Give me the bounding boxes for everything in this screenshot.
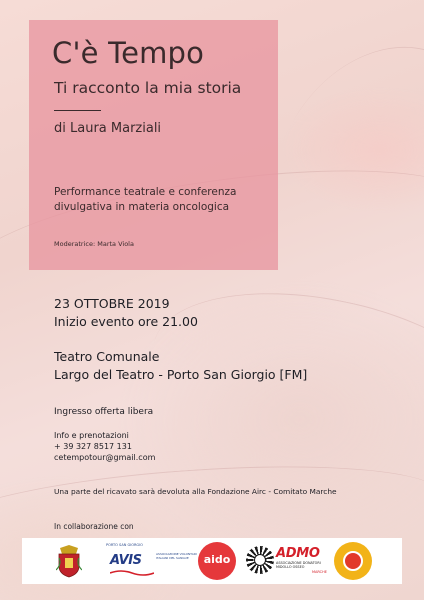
admo-logo (246, 543, 328, 579)
admo-ring-icon (246, 546, 274, 574)
sponsor-logo-strip (22, 538, 402, 584)
aido-logo (198, 542, 236, 580)
event-date: 23 OTTOBRE 2019 (54, 296, 170, 311)
donation-note: Una parte del ricavato sarà devoluta alla Fondazione Airc - Comitato Marche (54, 487, 337, 496)
contact-heading: Info e prenotazioni (54, 431, 129, 440)
venue-address: Largo del Teatro - Porto San Giorgio [FM] (54, 367, 308, 382)
avis-location: PORTO SAN GIORGIO (106, 543, 143, 547)
contact-phone: + 39 327 8517 131 (54, 442, 132, 451)
contact-info (54, 430, 155, 463)
entry-info: Ingresso offerta libera (54, 407, 154, 417)
airc-inner-icon (343, 551, 363, 571)
description-line: divulgativa in materia oncologica (54, 201, 230, 213)
aido-wordmark: aido (203, 553, 231, 566)
admo-wordmark: ADMO (276, 546, 320, 561)
collaboration-label: In collaborazione con (54, 522, 134, 531)
airc-logo (334, 542, 372, 580)
avis-logo (106, 543, 202, 579)
moderator: Moderatrice: Marta Viola (54, 240, 134, 248)
description-line: Performance teatrale e conferenza (54, 186, 237, 198)
author: di Laura Marziali (54, 121, 162, 136)
avis-wordmark: AVIS (110, 553, 142, 568)
page-title: C'è Tempo (52, 36, 205, 70)
event-time: Inizio evento ore 21.00 (54, 314, 198, 329)
admo-tagline: ASSOCIAZIONE DONATORI MIDOLLO OSSEO (276, 561, 321, 569)
admo-region: MARCHE (312, 570, 327, 574)
municipality-crest-logo (56, 544, 82, 578)
description (54, 185, 236, 215)
subtitle: Ti racconto la mia storia (54, 79, 242, 97)
contact-email[interactable]: cetempotour@gmail.com (54, 453, 156, 462)
venue-name: Teatro Comunale (54, 349, 160, 364)
avis-ribbon-icon (110, 569, 154, 577)
avis-tagline: ASSOCIAZIONE VOLONTARI ITALIANI DEL SANGUE (156, 552, 197, 560)
divider (54, 110, 101, 111)
